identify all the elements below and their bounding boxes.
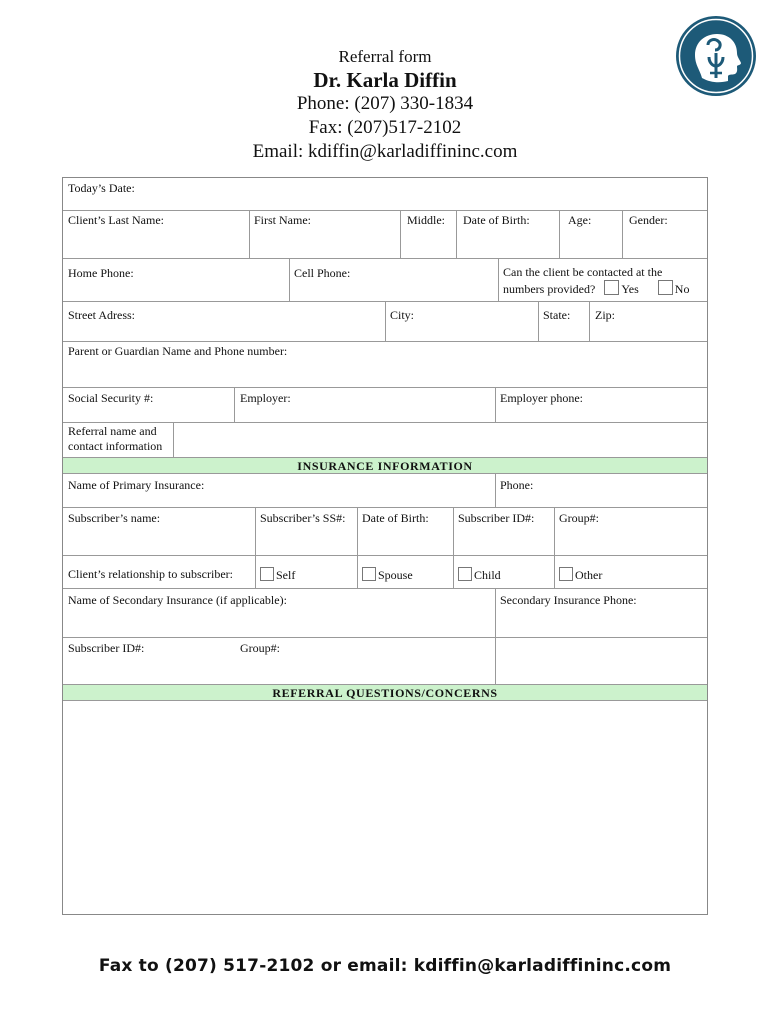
- dob-field[interactable]: Date of Birth:: [463, 213, 530, 227]
- referral-contact-field[interactable]: [173, 422, 707, 458]
- head-psi-logo-icon: [675, 15, 757, 97]
- header-email: Email: kdiffin@karladiffininc.com: [252, 141, 518, 162]
- cell-phone-field[interactable]: Cell Phone:: [294, 266, 351, 280]
- secondary-insurance-field[interactable]: Name of Secondary Insurance (if applicable):: [68, 593, 287, 607]
- primary-insurance-field[interactable]: Name of Primary Insurance:: [68, 478, 205, 492]
- no-label: No: [674, 282, 690, 296]
- header-fax: Fax: (207)517-2102: [308, 117, 462, 138]
- yes-checkbox[interactable]: [604, 280, 619, 295]
- insurance-phone-field[interactable]: Phone:: [500, 478, 534, 492]
- relationship-child: Child: [453, 564, 554, 588]
- todays-date-field[interactable]: Today’s Date:: [68, 181, 135, 195]
- referral-form: [62, 177, 708, 915]
- secondary-blank-field[interactable]: [495, 638, 707, 685]
- ssn-field[interactable]: Social Security #:: [68, 391, 154, 405]
- state-field[interactable]: State:: [543, 308, 571, 322]
- last-name-field[interactable]: Client’s Last Name:: [68, 213, 164, 227]
- secondary-phone-field[interactable]: Secondary Insurance Phone:: [500, 593, 637, 607]
- child-checkbox[interactable]: [458, 567, 472, 581]
- insurance-section-header: INSURANCE INFORMATION: [63, 457, 707, 474]
- group-number-field[interactable]: Group#:: [559, 511, 599, 525]
- street-address-field[interactable]: Street Adress:: [68, 308, 135, 322]
- self-checkbox[interactable]: [260, 567, 274, 581]
- guardian-field[interactable]: Parent or Guardian Name and Phone number:: [68, 344, 288, 358]
- age-field[interactable]: Age:: [568, 213, 592, 227]
- secondary-subscriber-id-field[interactable]: Subscriber ID#:: [68, 641, 145, 655]
- header-phone: Phone: (207) 330-1834: [296, 93, 474, 114]
- middle-name-field[interactable]: Middle:: [407, 213, 445, 227]
- relationship-spouse: Spouse: [357, 564, 453, 588]
- questions-concerns-field[interactable]: [63, 701, 707, 914]
- referral-contact-label: Referral name and contact information: [68, 424, 163, 453]
- yes-label: Yes: [621, 282, 639, 296]
- other-checkbox[interactable]: [559, 567, 573, 581]
- zip-field[interactable]: Zip:: [595, 308, 615, 322]
- contact-permission-field: [498, 263, 707, 301]
- contact-question-line2: numbers provided? Yes No: [503, 282, 690, 296]
- employer-field[interactable]: Employer:: [240, 391, 291, 405]
- subscriber-ss-field[interactable]: Subscriber’s SS#:: [260, 511, 346, 525]
- footer-instructions: Fax to (207) 517-2102 or email: kdiffin@karladiffininc.com: [98, 956, 672, 976]
- relationship-other: Other: [554, 564, 707, 588]
- home-phone-field[interactable]: Home Phone:: [68, 266, 134, 280]
- gender-field[interactable]: Gender:: [629, 213, 668, 227]
- form-subtitle: Referral form: [338, 47, 432, 66]
- doctor-name: Dr. Karla Diffin: [313, 68, 457, 92]
- relationship-self: Self: [255, 564, 357, 588]
- secondary-group-field[interactable]: Group#:: [240, 641, 280, 655]
- relationship-label: Client’s relationship to subscriber:: [68, 567, 233, 581]
- city-field[interactable]: City:: [390, 308, 415, 322]
- spouse-checkbox[interactable]: [362, 567, 376, 581]
- no-checkbox[interactable]: [658, 280, 673, 295]
- subscriber-dob-field[interactable]: Date of Birth:: [362, 511, 429, 525]
- first-name-field[interactable]: First Name:: [254, 213, 311, 227]
- questions-section-header: REFERRAL QUESTIONS/CONCERNS: [63, 684, 707, 701]
- employer-phone-field[interactable]: Employer phone:: [500, 391, 583, 405]
- contact-question-line1: Can the client be contacted at the: [503, 265, 663, 279]
- subscriber-name-field[interactable]: Subscriber’s name:: [68, 511, 161, 525]
- subscriber-id-field[interactable]: Subscriber ID#:: [458, 511, 535, 525]
